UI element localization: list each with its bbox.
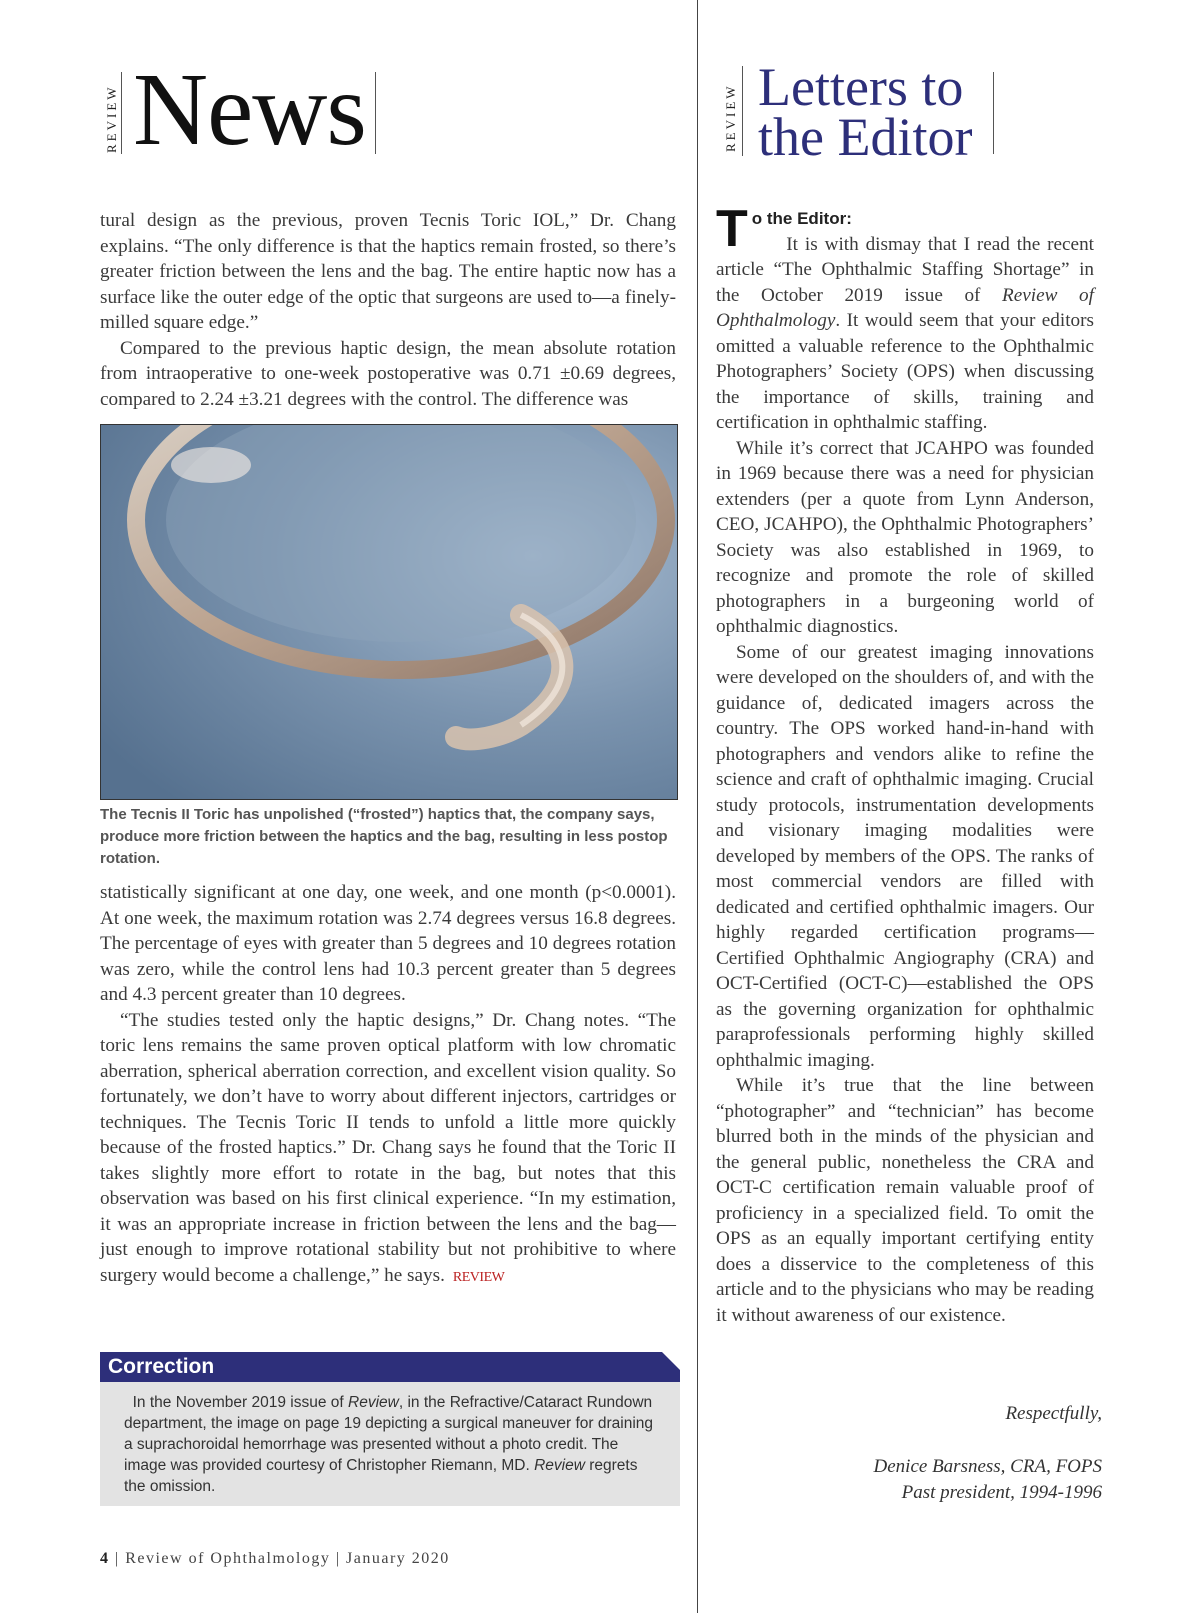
letter-paragraph-1 — [716, 200, 1094, 436]
letter-body — [716, 200, 1094, 1328]
issue-date: January 2020 — [346, 1550, 450, 1567]
news-paragraph-2: Compared to the previous haptic design, the mean absolute rotation from intraoperative to one-week postoperative was 0.71 ±0.69 degrees, compared to 2.24 ±3.21 degrees with the control. The difference was — [100, 337, 676, 410]
drop-cap: T — [716, 200, 748, 258]
correction-box — [100, 1382, 680, 1506]
news-body-bottom — [100, 880, 676, 1290]
letter-paragraph-3: Some of our greatest imaging innovations were developed on the shoulders of, and with the guidance of, dedicated imagers across the country. The OPS worked hand-in-hand with photographers and vendors alike to refine the science and craft of ophthalmic imaging. Crucial study protocols, instrumentation developments and visionary imaging modalities were developed by members of the OPS. The ranks of most commercial vendors are filled with dedicated and certified ophthalmic imagers. Our highly regarded certification programs—Certified Ophthalmic Angiography (CRA) and OCT-Certified (OCT-C)—established the OPS as the governing organization for ophthalmic paraprofessionals performing highly skilled ophthalmic imaging. — [716, 641, 1094, 1071]
signer-name: Denice Barsness, CRA, FOPS — [873, 1456, 1102, 1477]
news-title: News — [133, 52, 366, 167]
news-paragraph-1: tural design as the previous, proven Tecnis Toric IOL,” Dr. Chang explains. “The only difference is that the haptics remain frosted, so there’s greater friction between the lens and the bag. The entire haptic now has a surface like the outer edge of the optic that surgeons are used to—a finely-milled square edge.” — [100, 210, 676, 333]
correction-italic-1: Review — [348, 1394, 399, 1411]
letters-rule-left — [742, 66, 743, 156]
news-rule-right — [375, 72, 376, 154]
correction-text — [124, 1392, 654, 1497]
letters-section-label: REVIEW — [723, 83, 738, 152]
lens-photo — [100, 424, 678, 800]
correction-header — [100, 1352, 680, 1382]
news-paragraph-4-text: “The studies tested only the haptic designs,” Dr. Chang notes. “The toric lens remains the same proven optical platform with low chromatic aberration, spherical aberration correction, and excellent vision quality. So fortunately, we don’t have to worry about different injectors, cartridges or techniques. The Tecnis Toric II tends to unfold a little more quickly because of the frosted haptics.” Dr. Chang says he found that the Toric II takes slightly more effort to rotate in the bag, but notes that this observation was based on his first clinical experience. “In my estimation, it was an appropriate increase in friction between the lens and the bag—just enough to improve rotational stability but not prohibitive to where surgery would become a challenge,” he says. — [100, 1009, 676, 1286]
magazine-name: Review of Ophthalmology — [125, 1550, 331, 1567]
correction-text-3: regrets the omission. — [124, 1457, 638, 1495]
letter-paragraph-2: While it’s correct that JCAHPO was founded in 1969 because there was a need for physician extenders (per a quote from Lynn Anderson, CEO, JCAHPO), the Ophthalmic Photographers’ Society was also established in 1969, to recognize and promote the role of skilled photographers in a burgeoning world of ophthalmic diagnostics. — [716, 437, 1094, 637]
letters-title-line2: the Editor — [758, 107, 973, 167]
lens-illustration — [101, 425, 677, 799]
photo-caption: The Tecnis II Toric has unpolished (“frosted”) haptics that, the company says, produce more friction between the haptics and the bag, resulting in less postop rotation. — [100, 806, 668, 867]
page-number: 4 — [100, 1550, 110, 1567]
letters-title-line1: Letters to — [758, 57, 964, 117]
signer-title: Past president, 1994-1996 — [901, 1482, 1102, 1503]
correction-title: Correction — [108, 1355, 215, 1378]
letter-paragraph-4: While it’s true that the line between “photographer” and “technician” has become blurred both in the minds of the physician and the general public, nonetheless the CRA and OCT-C certification remain valuable proof of proficiency in a specialized field. To omit the OPS as an equally important certifying entity does a disservice to the completeness of this article and to the physicians who may be reading it without awareness of our existence. — [716, 1075, 1094, 1326]
end-of-story-mark: REVIEW — [452, 1269, 505, 1285]
correction-text-1: In the November 2019 issue of — [132, 1394, 349, 1411]
closing: Respectfully, — [1005, 1403, 1102, 1424]
correction-text-2: , in the Refractive/Cataract Rundown department, the image on page 19 depicting a surgical maneuver for draining a suprachoroidal hemorrhage was presented without a photo credit. The image was provided courtesy of Christopher Riemann, MD. — [124, 1394, 654, 1474]
letter-paragraph-1-italic: Review of Ophthalmology — [716, 284, 1094, 331]
letters-rule-right — [993, 72, 994, 154]
news-section-label: REVIEW — [104, 84, 119, 153]
column-divider — [697, 0, 698, 1613]
correction-italic-2: Review — [534, 1457, 585, 1474]
news-paragraph-3: statistically significant at one day, one week, and one month (p<0.0001). At one week, the maximum rotation was 2.74 degrees versus 16.8 degrees. The percentage of eyes with greater than 5 degrees and 10 degrees rotation was zero, while the control lens had 10.3 percent greater than 5 degrees and 4.3 percent greater than 10 degrees. — [100, 882, 676, 1005]
news-body-top — [100, 208, 676, 412]
salutation: o the Editor: — [751, 209, 852, 228]
letter-paragraph-1a: It is with dismay that I read the recent article “The Ophthalmic Staffing Shortage” in the October 2019 issue of — [716, 233, 1094, 306]
letters-title — [758, 57, 973, 167]
letter-paragraph-1b: . It would seem that your editors omitted a valuable reference to the Ophthalmic Photographers’ Society (OPS) when discussing the importance of skills, training and certification in ophthalmic staffing. — [716, 310, 1094, 433]
page-footer: 4 | Review of Ophthalmology | January 2020 — [100, 1550, 450, 1567]
correction-notch — [662, 1352, 680, 1370]
news-rule-left — [121, 72, 122, 154]
news-paragraph-4 — [100, 1008, 676, 1291]
signature — [874, 1454, 1102, 1506]
